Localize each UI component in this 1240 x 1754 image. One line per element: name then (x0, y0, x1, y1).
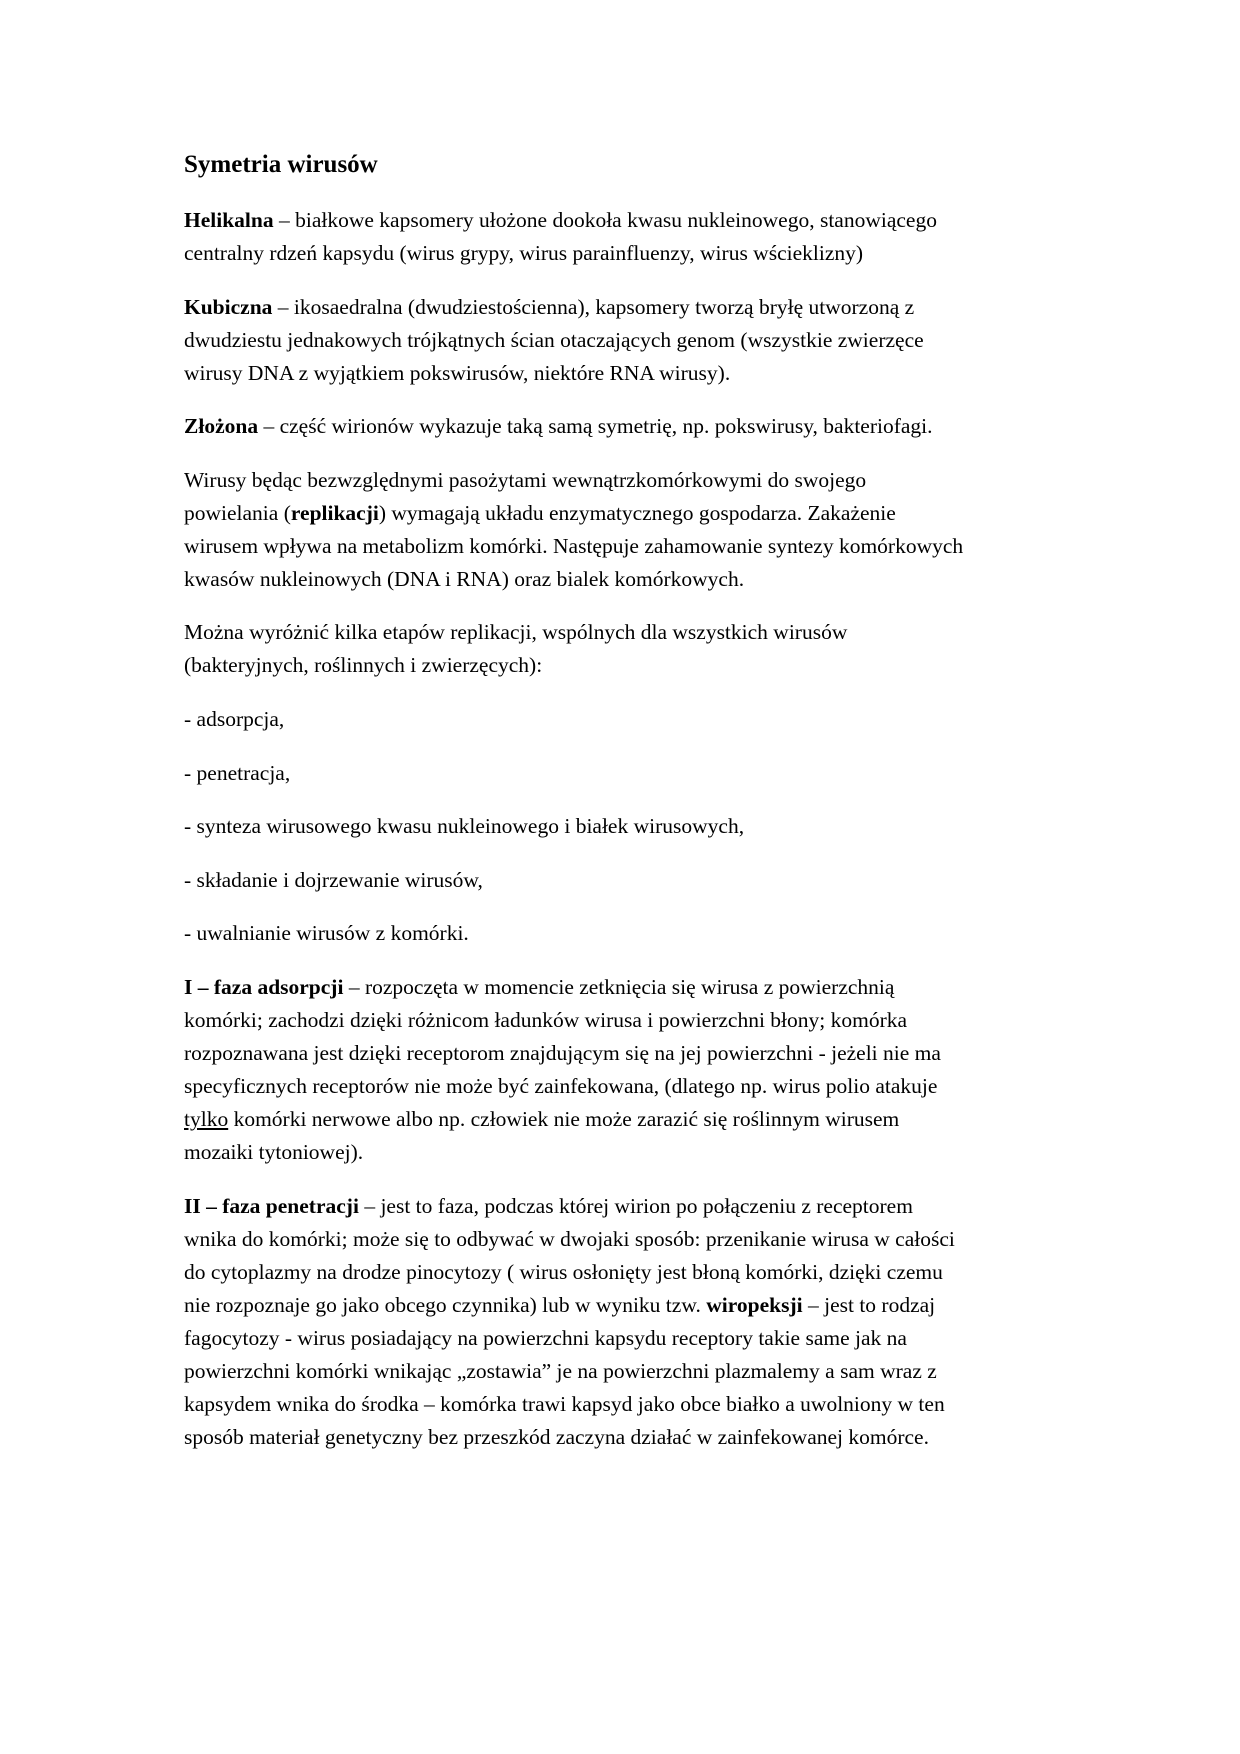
text-line (184, 204, 1144, 237)
text-line (184, 237, 1144, 270)
penetration-phase-paragraph (184, 1190, 1144, 1454)
document-page (184, 148, 1144, 1474)
text-line (184, 971, 1144, 1004)
replication-intro-paragraph (184, 464, 1144, 596)
text-line (184, 1388, 1144, 1421)
text-run: - uwalnianie wirusów z komórki. (184, 921, 469, 946)
text-line (184, 810, 1144, 843)
text-line (184, 324, 1144, 357)
kubiczna-paragraph (184, 291, 1144, 390)
bold-term: wiropeksji (706, 1292, 803, 1317)
text-line (184, 563, 1144, 596)
document-title: Symetria wirusów (184, 151, 378, 178)
text-run: do cytoplazmy na drodze pinocytozy ( wirus osłonięty jest błoną komórki, dzięki czemu (184, 1259, 943, 1284)
bold-term: replikacji (290, 500, 379, 525)
stages-intro-paragraph (184, 616, 1144, 682)
text-run: ) wymagają układu enzymatycznego gospodarza. Zakażenie (378, 500, 896, 525)
text-run: specyficznych receptorów nie może być zainfekowana, (dlatego np. wirus polio atakuje (184, 1073, 938, 1098)
text-run: - adsorpcja, (184, 706, 285, 731)
text-run: rozpoznawana jest dzięki receptorom znajdującym się na jej powierzchni - jeżeli nie ma (184, 1040, 941, 1065)
stage-item (184, 810, 1144, 843)
text-run: - penetracja, (184, 760, 291, 785)
text-run: - składanie i dojrzewanie wirusów, (184, 867, 483, 892)
text-run: – ikosaedralna (dwudziestościenna), kapsomery tworzą bryłę utworzoną z (272, 294, 915, 319)
bold-term: Kubiczna (184, 294, 273, 319)
adsorption-phase-paragraph (184, 971, 1144, 1169)
text-run: fagocytozy - wirus posiadający na powierzchni kapsydu receptory takie same jak na (184, 1325, 907, 1350)
text-run: mozaiki tytoniowej). (184, 1139, 364, 1164)
stage-item (184, 703, 1144, 736)
bold-term: Helikalna (184, 208, 274, 232)
text-run: Można wyróżnić kilka etapów replikacji, wspólnych dla wszystkich wirusów (184, 620, 848, 645)
text-run: - synteza wirusowego kwasu nukleinowego i białek wirusowych, (184, 814, 745, 839)
text-run: komórki; zachodzi dzięki różnicom ładunków wirusa i powierzchni błony; komórka (184, 1007, 908, 1032)
text-run: powielania ( (184, 500, 291, 525)
text-run: – rozpoczęta w momencie zetknięcia się wirusa z powierzchnią (343, 974, 895, 999)
text-line (184, 917, 1144, 950)
bold-term: Złożona (184, 414, 259, 439)
text-run: kapsydem wnika do środka – komórka trawi kapsyd jako obce białko a uwolniony w ten (184, 1391, 945, 1416)
text-line (184, 1355, 1144, 1388)
zlozona-paragraph (184, 410, 1144, 443)
text-run: Wirusy będąc bezwzględnymi pasożytami wewnątrzkomórkowymi do swojego (184, 467, 867, 492)
text-line (184, 1322, 1144, 1355)
bold-term: II – faza penetracji (184, 1193, 359, 1218)
text-line (184, 497, 1144, 530)
text-line (184, 357, 1144, 390)
text-run: wirusy DNA z wyjątkiem pokswirusów, niektóre RNA wirusy). (184, 360, 731, 385)
text-run: – jest to faza, podczas której wirion po połączeniu z receptorem (358, 1193, 913, 1218)
text-line (184, 464, 1144, 497)
document-body (184, 204, 1144, 1454)
text-line (184, 864, 1144, 897)
text-line (184, 1037, 1144, 1070)
text-line (184, 757, 1144, 790)
text-run: sposób materiał genetyczny bez przeszkód zaczyna działać w zainfekowanej komórce. (184, 1424, 929, 1449)
text-line (184, 291, 1144, 324)
text-run: wnika do komórki; może się to odbywać w dwojaki sposób: przenikanie wirusa w całości (184, 1226, 955, 1251)
text-line (184, 703, 1144, 736)
underlined-text: tylko (184, 1106, 229, 1131)
text-line (184, 1223, 1144, 1256)
text-line (184, 410, 1144, 443)
text-run: – jest to rodzaj (802, 1292, 936, 1317)
text-line (184, 1289, 1144, 1322)
text-line (184, 1103, 1144, 1136)
text-line (184, 1256, 1144, 1289)
stage-item (184, 917, 1144, 950)
text-run: centralny rdzeń kapsydu (wirus grypy, wirus parainfluenzy, wirus wścieklizny) (184, 241, 864, 265)
text-run: kwasów nukleinowych (DNA i RNA) oraz bialek komórkowych. (184, 566, 745, 591)
text-run: powierzchni komórki wnikając „zostawia” je na powierzchni plazmalemy a sam wraz z (184, 1358, 937, 1383)
bold-term: I – faza adsorpcji (184, 974, 344, 999)
helikalna-paragraph (184, 204, 1144, 270)
text-line (184, 530, 1144, 563)
text-run: dwudziestu jednakowych trójkątnych ścian otaczających genom (wszystkie zwierzęce (184, 327, 924, 352)
text-run: – część wirionów wykazuje taką samą symetrię, np. pokswirusy, bakteriofagi. (258, 414, 933, 439)
text-run: wirusem wpływa na metabolizm komórki. Następuje zahamowanie syntezy komórkowych (184, 533, 964, 558)
text-run: nie rozpoznaje go jako obcego czynnika) lub w wyniku tzw. (184, 1292, 707, 1317)
text-line (184, 1136, 1144, 1169)
text-line (184, 1004, 1144, 1037)
text-line (184, 649, 1144, 682)
text-run: (bakteryjnych, roślinnych i zwierzęcych): (184, 653, 543, 678)
stage-item (184, 864, 1144, 897)
text-line (184, 1070, 1144, 1103)
text-line (184, 1421, 1144, 1454)
text-run: – białkowe kapsomery ułożone dookoła kwasu nukleinowego, stanowiącego (273, 208, 937, 232)
stage-item (184, 757, 1144, 790)
text-line (184, 616, 1144, 649)
text-line (184, 1190, 1144, 1223)
text-run: komórki nerwowe albo np. człowiek nie może zarazić się roślinnym wirusem (228, 1106, 900, 1131)
